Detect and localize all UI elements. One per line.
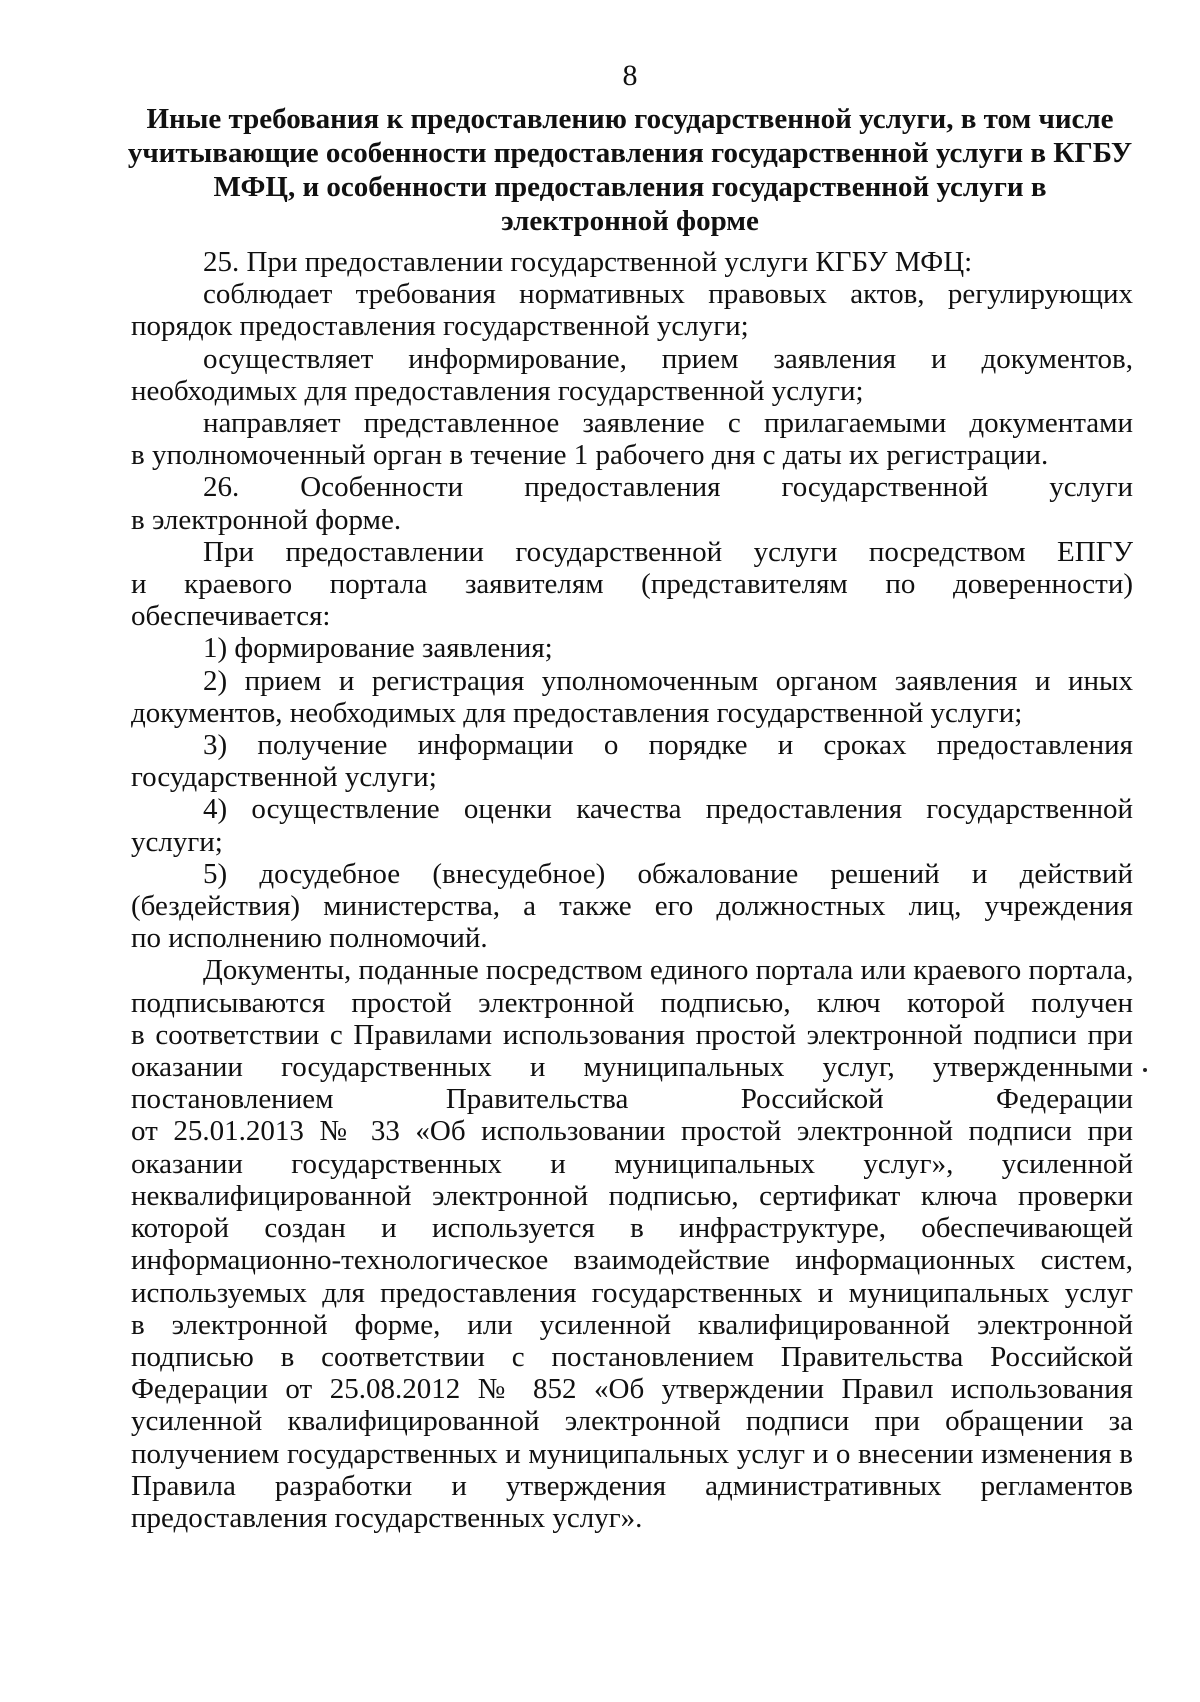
text-line: услуги;: [131, 825, 223, 858]
text-line: постановлением Правительства Российской Федерации: [131, 1083, 1133, 1116]
text-line: используемых для предоставления государственных и муниципальных услуг: [131, 1276, 1133, 1309]
heading-line: электронной форме: [501, 205, 759, 237]
text-line: 5) досудебное (внесудебное) обжалование решений и действий: [203, 857, 1133, 890]
text-line: 2) прием и регистрация уполномоченным органом заявления и иных: [203, 664, 1133, 697]
section-heading: [120, 102, 1140, 238]
text-line: документов, необходимых для предоставления государственной услуги;: [131, 696, 1023, 729]
text-line: подписываются простой электронной подписью, ключ которой получен: [131, 986, 1133, 1019]
text-line: оказании государственных и муниципальных услуг», усиленной: [131, 1147, 1133, 1180]
scan-artifact-dot: [1143, 1068, 1147, 1072]
text-line: порядок предоставления государственной услуги;: [131, 310, 749, 343]
heading-line: МФЦ, и особенности предоставления государственной услуги в: [213, 171, 1047, 203]
text-line: по исполнению полномочий.: [131, 922, 488, 955]
text-line: Правила разработки и утверждения административных регламентов: [131, 1469, 1133, 1502]
text-line: При предоставлении государственной услуги посредством ЕПГУ: [203, 535, 1133, 568]
text-line: 4) осуществление оценки качества предоставления государственной: [203, 793, 1133, 826]
page-number: 8: [622, 59, 638, 92]
heading-line: учитывающие особенности предоставления государственной услуги в КГБУ: [127, 137, 1133, 169]
text-line: в соответствии с Правилами использования простой электронной подписи при: [131, 1018, 1133, 1051]
text-line: в уполномоченный орган в течение 1 рабочего дня с даты их регистрации.: [131, 439, 1049, 472]
text-line: обеспечивается:: [131, 600, 331, 633]
text-line: получением государственных и муниципальных услуг и о внесении изменения в: [131, 1437, 1133, 1470]
text-line: усиленной квалифицированной электронной подписи при обращении за: [131, 1405, 1133, 1438]
text-line: в электронной форме, или усиленной квалифицированной электронной: [131, 1308, 1133, 1341]
text-line: оказании государственных и муниципальных услуг, утвержденными: [131, 1051, 1133, 1084]
text-line: (бездействия) министерства, а также его должностных лиц, учреждения: [131, 890, 1133, 923]
text-line: Федерации от 25.08.2012 № 852 «Об утверждении Правил использования: [131, 1373, 1133, 1406]
heading-line: Иные требования к предоставлению государственной услуги, в том числе: [146, 103, 1114, 135]
text-line: 26. Особенности предоставления государственной услуги: [203, 471, 1133, 504]
text-line: неквалифицированной электронной подписью, сертификат ключа проверки: [131, 1179, 1133, 1212]
text-line: осуществляет информирование, прием заявления и документов,: [203, 342, 1133, 375]
text-line: 25. При предоставлении государственной услуги КГБУ МФЦ:: [203, 246, 973, 278]
text-line: 1) формирование заявления;: [203, 632, 553, 665]
text-line: соблюдает требования нормативных правовых актов, регулирующих: [203, 278, 1133, 311]
text-line: необходимых для предоставления государственной услуги;: [131, 374, 864, 407]
text-line: информационно-технологическое взаимодействие информационных систем,: [131, 1244, 1133, 1277]
text-line: которой создан и используется в инфраструктуре, обеспечивающей: [131, 1212, 1133, 1245]
text-line: в электронной форме.: [131, 503, 402, 536]
text-line: Документы, поданные посредством единого портала или краевого портала,: [203, 954, 1134, 987]
text-line: и краевого портала заявителям (представителям по доверенности): [131, 568, 1133, 601]
text-line: предоставления государственных услуг».: [131, 1501, 643, 1534]
text-line: 3) получение информации о порядке и сроках предоставления: [203, 729, 1133, 762]
text-line: от 25.01.2013 № 33 «Об использовании простой электронной подписи при: [131, 1115, 1133, 1148]
text-line: направляет представленное заявление с прилагаемыми документами: [203, 407, 1133, 440]
text-line: подписью в соответствии с постановлением Правительства Российской: [131, 1340, 1133, 1373]
text-line: государственной услуги;: [131, 761, 437, 794]
document-body: [131, 246, 1133, 1534]
